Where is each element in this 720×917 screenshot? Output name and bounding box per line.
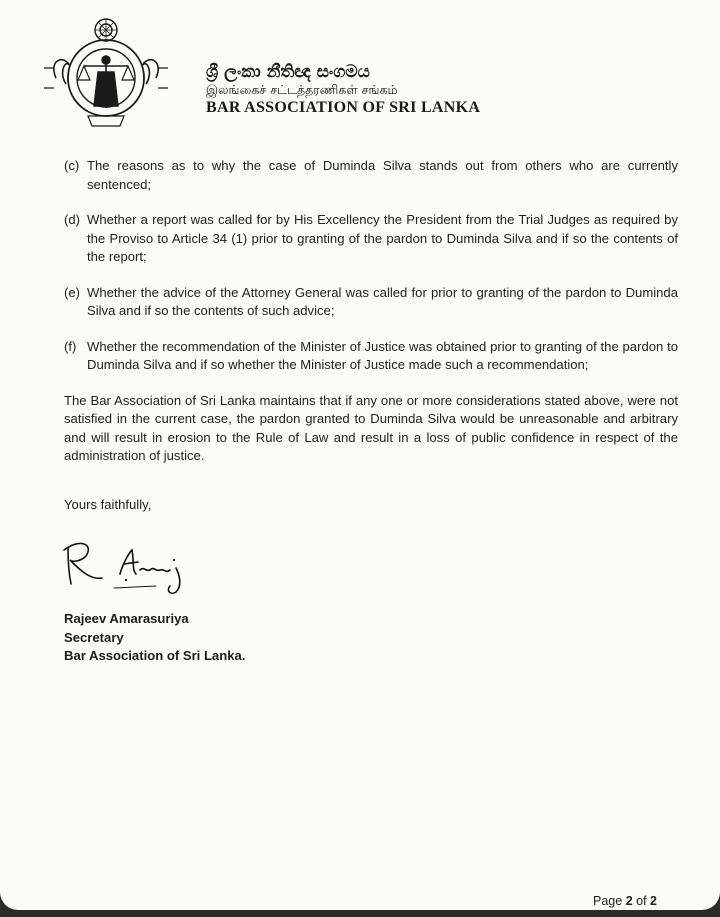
list-item [64,157,678,194]
list-item-text: Whether the advice of the Attorney General was called for prior to granting of the pardon to Duminda Silva and if so the contents of such advice; [87,284,678,318]
organization-heading [206,62,480,118]
org-name-sinhala: ශ්‍රී ලංකා නීතිඥ සංගමය [206,62,370,82]
org-name-tamil: இலங்கைச் சட்டத்தரணிகள் சங்கம் [206,82,398,97]
bar-association-emblem [36,8,176,133]
conclusion-paragraph: The Bar Association of Sri Lanka maintains that if any one or more considerations stated above, were not satisfied in the current case, the pardon granted to Duminda Silva would be unreasonable and arbitrary and will result in erosion to the Rule of Law and result in a loss of public confidence in respect of the administration of justice. [64,392,678,463]
list-item-marker: (e) [64,284,81,300]
signatory-block [64,610,245,666]
page-current: 2 [625,894,633,908]
list-item-text: Whether the recommendation of the Minister of Justice was obtained prior to granting of the pardon to Duminda Silva and if so whether the Minister of Justice made such a recommendation; [87,338,678,372]
list-item [64,338,678,375]
letter-body [64,157,678,514]
closing-salutation: Yours faithfully, [64,496,152,512]
list-item-marker: (f) [64,338,77,354]
page-total: 2 [650,894,657,908]
list-item-marker: (d) [64,212,81,227]
signatory-title: Secretary [64,629,124,645]
signatory-organization: Bar Association of Sri Lanka. [64,648,246,663]
org-name-english: BAR ASSOCIATION OF SRI LANKA [206,99,481,116]
handwritten-signature [58,530,218,600]
list-item-text: The reasons as to why the case of Duminda Silva stands out from others who are currently sentenced; [87,158,678,192]
list-item-marker: (c) [64,158,80,173]
signatory-name: Rajeev Amarasuriya [64,611,189,626]
page-number [593,894,657,908]
list-item-text: Whether a report was called for by His Excellency the President from the Trial Judges as required by the Proviso to Article 34 (1) prior to granting of the pardon to Duminda Silva and if so the contents of the report; [87,212,678,264]
page-of: of [636,894,647,908]
page-word: Page [593,894,623,908]
list-item [64,284,678,321]
list-item [64,211,678,267]
